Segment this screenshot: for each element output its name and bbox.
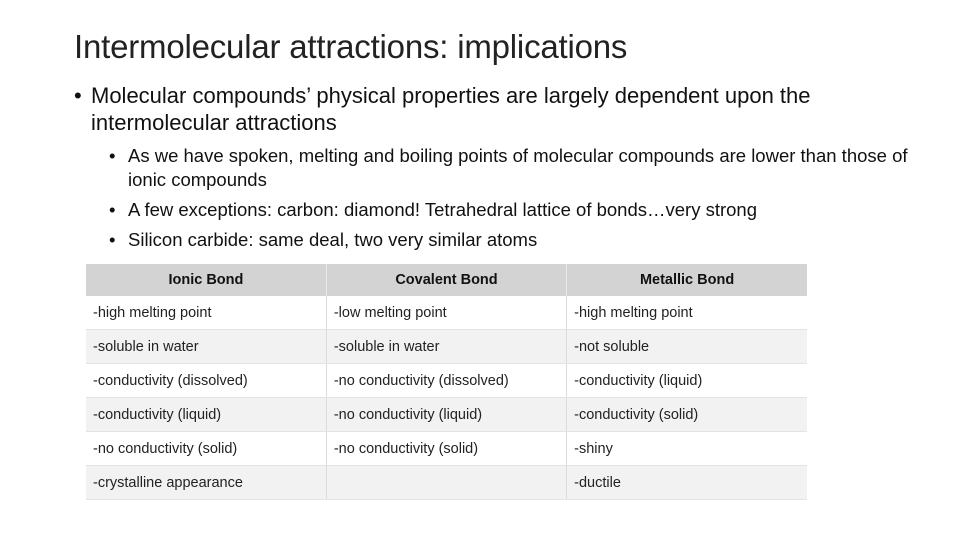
sub-bullet-list	[109, 144, 934, 252]
table-row	[86, 466, 807, 500]
bond-comparison-table	[86, 264, 807, 502]
table-cell: -no conductivity (dissolved)	[326, 364, 566, 398]
table-cell: -high melting point	[86, 296, 326, 330]
table-cell: -soluble in water	[326, 330, 566, 364]
sub-bullet: • As we have spoken, melting and boiling points of molecular compounds are lower than those of ionic compounds	[109, 144, 934, 192]
table-row	[86, 398, 807, 432]
table-cell: -conductivity (dissolved)	[86, 364, 326, 398]
table-cell: -no conductivity (solid)	[86, 432, 326, 466]
column-header-metallic: Metallic Bond	[567, 264, 807, 296]
table-cell: -no conductivity (solid)	[326, 432, 566, 466]
table-row	[86, 330, 807, 364]
table-cell: -crystalline appearance	[86, 466, 326, 500]
sub-bullet: • A few exceptions: carbon: diamond! Tetrahedral lattice of bonds…very strong	[109, 198, 934, 222]
table-row	[86, 296, 807, 330]
table-cell: -high melting point	[567, 296, 807, 330]
table-cell: -ductile	[567, 466, 807, 500]
table-cell: -not soluble	[567, 330, 807, 364]
main-bullet: • Molecular compounds’ physical properties are largely dependent upon the intermolecular attractions	[74, 82, 934, 136]
table-cell	[326, 466, 566, 500]
bullet-list	[74, 82, 934, 258]
column-header-ionic: Ionic Bond	[86, 264, 326, 296]
slide-title: Intermolecular attractions: implications	[74, 28, 628, 65]
table-cell: -conductivity (liquid)	[86, 398, 326, 432]
table-header-row	[86, 264, 807, 296]
table-cell: -low melting point	[326, 296, 566, 330]
sub-bullet: • Silicon carbide: same deal, two very similar atoms	[109, 228, 934, 252]
table-row	[86, 364, 807, 398]
table-cell: -conductivity (liquid)	[567, 364, 807, 398]
table-cell: -soluble in water	[86, 330, 326, 364]
column-header-covalent: Covalent Bond	[326, 264, 566, 296]
table-cell: -conductivity (solid)	[567, 398, 807, 432]
table-cell: -no conductivity (liquid)	[326, 398, 566, 432]
table-cell: -shiny	[567, 432, 807, 466]
table-row	[86, 432, 807, 466]
